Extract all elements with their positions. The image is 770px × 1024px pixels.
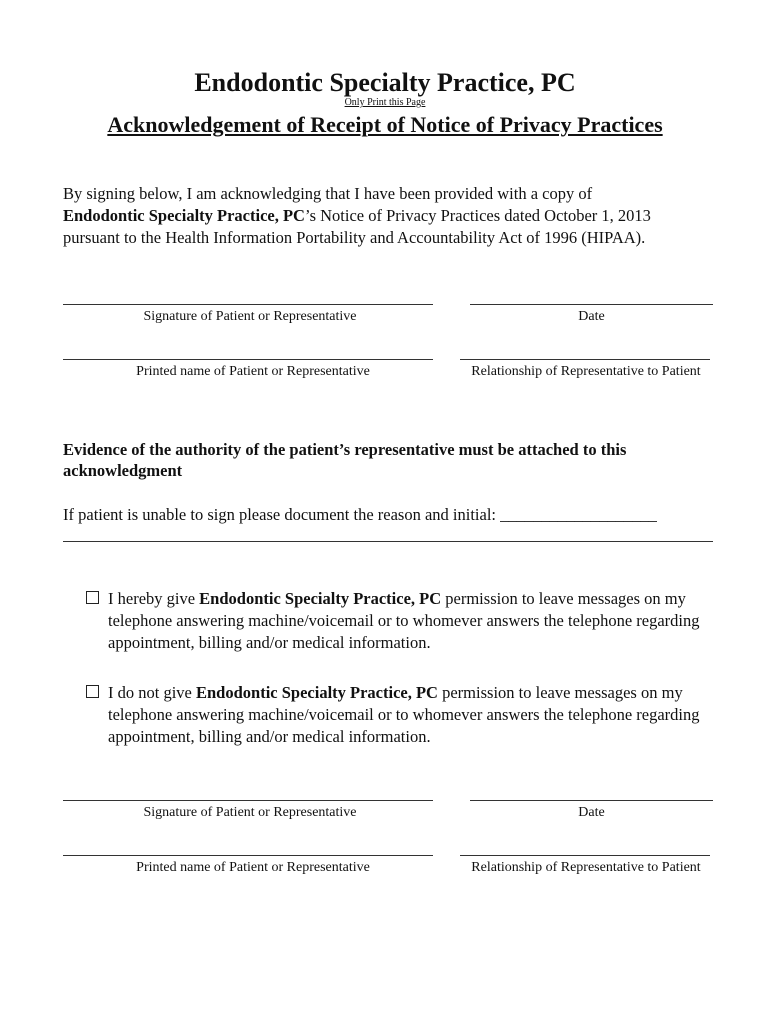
consent-not-give-text: I do not give xyxy=(108,683,196,702)
print-note: Only Print this Page xyxy=(344,97,426,108)
printed-name-label-2: Printed name of Patient or Representative xyxy=(136,860,370,875)
consent-give-text-2: permission to leave messages on my telephone answering machine/voicemail or to whomever answers the telephone regarding appointment, billing and/or medical information. xyxy=(108,589,700,652)
unable-to-sign-text: If patient is unable to sign please document the reason and initial: ___________________ xyxy=(63,505,657,524)
printed-name-line[interactable] xyxy=(63,359,433,360)
consent-option-not-give[interactable] xyxy=(86,682,706,748)
relationship-line[interactable] xyxy=(460,359,710,360)
relationship-label-2: Relationship of Representative to Patient xyxy=(471,860,701,875)
intro-text-2: ’s Notice of Privacy Practices dated October 1, 2013 xyxy=(304,206,651,225)
consent-give-practice: Endodontic Specialty Practice, PC xyxy=(199,589,442,608)
consent-not-give-practice: Endodontic Specialty Practice, PC xyxy=(196,683,438,702)
date-line-2[interactable] xyxy=(470,800,713,801)
printed-name-label: Printed name of Patient or Representative xyxy=(136,364,370,379)
document-subtitle: Acknowledgement of Receipt of Notice of Privacy Practices xyxy=(107,112,663,137)
consent-option-give[interactable] xyxy=(86,588,706,654)
signature-line[interactable] xyxy=(63,304,433,305)
relationship-label: Relationship of Representative to Patient xyxy=(471,364,701,379)
intro-text: By signing below, I am acknowledging that I have been provided with a copy of xyxy=(63,184,593,203)
relationship-line-2[interactable] xyxy=(460,855,710,856)
printed-name-line-2[interactable] xyxy=(63,855,433,856)
intro-text-3: pursuant to the Health Information Portability and Accountability Act of 1996 (HIPAA). xyxy=(63,228,646,247)
signature-line-2[interactable] xyxy=(63,800,433,801)
consent-not-give-text-2: permission to leave messages on my telephone answering machine/voicemail or to whomever answers the telephone regarding appointment, billing and/or medical information. xyxy=(108,683,700,746)
page-title: Endodontic Specialty Practice, PC xyxy=(194,68,576,97)
signature-label-2: Signature of Patient or Representative xyxy=(143,805,357,820)
reason-line[interactable] xyxy=(63,541,713,542)
date-line[interactable] xyxy=(470,304,713,305)
evidence-notice: Evidence of the authority of the patient’s representative must be attached to this acknowledgment xyxy=(63,440,627,480)
date-label: Date xyxy=(578,309,605,324)
checkbox-not-give[interactable] xyxy=(86,685,99,698)
intro-practice-name: Endodontic Specialty Practice, PC xyxy=(63,206,305,225)
signature-label: Signature of Patient or Representative xyxy=(143,309,357,324)
date-label-2: Date xyxy=(578,805,605,820)
intro-paragraph xyxy=(63,183,713,249)
checkbox-give[interactable] xyxy=(86,591,99,604)
consent-give-text: I hereby give xyxy=(108,589,200,608)
